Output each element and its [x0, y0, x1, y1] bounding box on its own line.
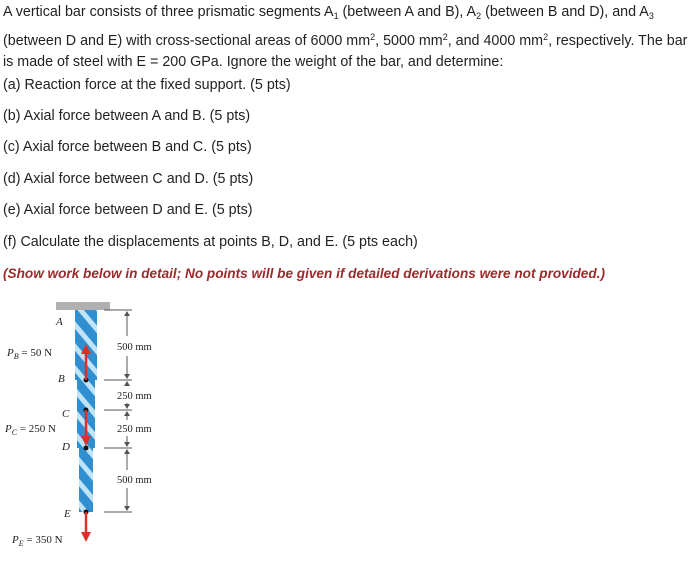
load-e-label	[11, 534, 63, 548]
dimension-cd: 250 mm	[117, 424, 152, 435]
bar-diagram	[0, 290, 200, 572]
point-d-label: D	[62, 441, 70, 453]
load-c-symbol: P	[5, 423, 12, 435]
intro-text: , 5000 mm	[375, 33, 443, 49]
superscript: 2	[543, 32, 549, 42]
load-b-symbol: P	[7, 347, 14, 359]
load-c-label	[4, 423, 56, 437]
intro-text: (between B and D), and A	[481, 4, 649, 20]
superscript: 2	[442, 32, 448, 42]
load-arrow-e	[81, 512, 91, 542]
point-d-marker	[84, 446, 89, 451]
dimension-ab: 500 mm	[117, 342, 152, 353]
point-c-label: C	[62, 408, 70, 420]
load-e-symbol: P	[12, 534, 19, 546]
load-e-subscript: E	[18, 539, 24, 548]
point-a-label: A	[56, 316, 63, 328]
question-f: (f) Calculate the displacements at points B, D, and E. (5 pts each)	[3, 234, 418, 250]
superscript: 2	[370, 32, 376, 42]
question-a: (a) Reaction force at the fixed support. (5 pts)	[3, 77, 291, 93]
question-b: (b) Axial force between A and B. (5 pts)	[3, 108, 251, 124]
question-d: (d) Axial force between C and D. (5 pts)	[3, 171, 254, 187]
load-c-subscript: C	[11, 428, 18, 437]
intro-text: , and 4000 mm	[447, 33, 544, 49]
point-e-label: E	[64, 508, 71, 520]
load-b-subscript: B	[13, 352, 19, 361]
intro-text: , respectively. The bar is made of steel with E = 200 GPa. Ignore the weight of the bar, and determine:	[3, 33, 688, 70]
intro-text: (between A and B), A	[338, 4, 477, 20]
problem-statement	[3, 2, 697, 73]
subscript: 3	[648, 11, 654, 21]
intro-text: (between D and E) with cross-sectional areas of 6000 mm	[3, 33, 371, 49]
question-c: (c) Axial force between B and C. (5 pts)	[3, 139, 252, 155]
dimension-bc: 250 mm	[117, 391, 152, 402]
point-b-label: B	[58, 373, 65, 385]
bar-segment-a3	[79, 448, 93, 512]
subscript: 2	[476, 11, 482, 21]
dimension-de: 500 mm	[117, 475, 152, 486]
load-c-value: = 250 N	[17, 423, 56, 435]
question-e: (e) Axial force between D and E. (5 pts)	[3, 202, 253, 218]
fixed-support	[56, 302, 110, 310]
load-b-label	[6, 347, 52, 361]
intro-text: A vertical bar consists of three prismatic segments A	[3, 4, 334, 20]
load-e-value: = 350 N	[23, 534, 63, 546]
instruction-note: (Show work below in detail; No points will be given if detailed derivations were not provided.)	[3, 266, 605, 281]
load-b-value: = 50 N	[18, 347, 53, 359]
subscript: 1	[333, 11, 339, 21]
